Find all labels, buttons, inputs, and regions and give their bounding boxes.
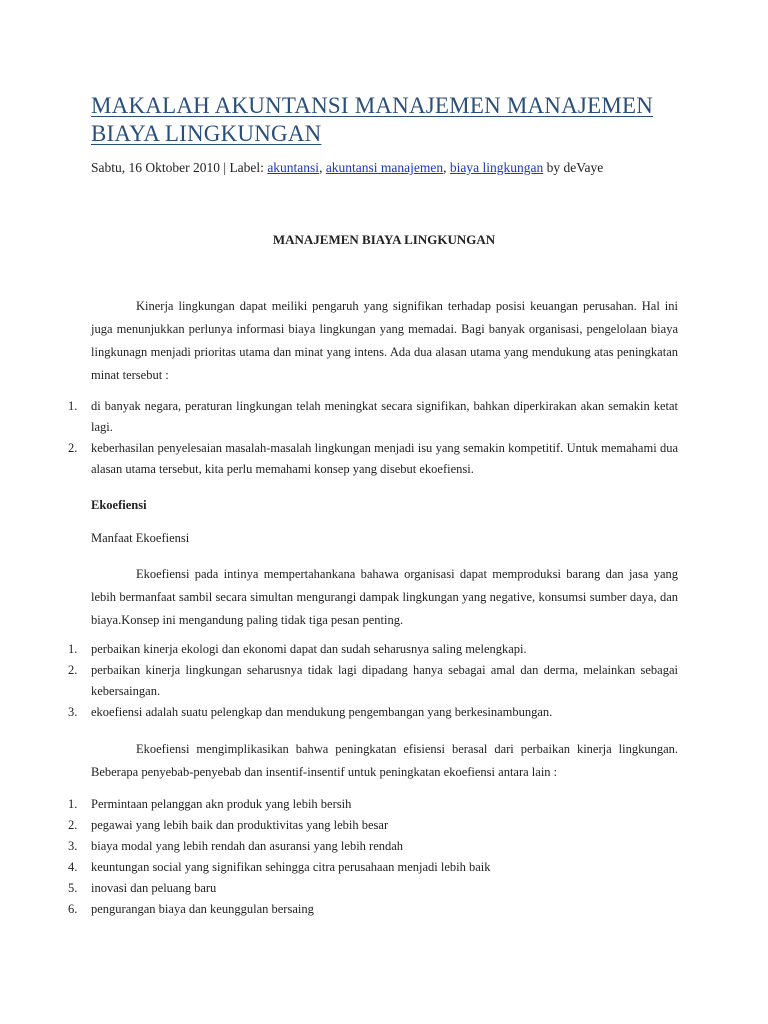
intro-paragraph-text: Kinerja lingkungan dapat meiliki pengaruh yang signifikan terhadap posisi keuangan perusahan. Hal ini juga menunjukkan perlunya informasi biaya lingkungan yang memadai. Bagi banyak organisasi, pengelolaan biaya lingkunagn menjadi prioritas utama dan minat yang intens. Ada dua alasan utama yang mendukung atas peningkatan minat tersebut : xyxy=(91,299,678,382)
list-number: 3. xyxy=(68,839,78,853)
section-title: MANAJEMEN BIAYA LINGKUNGAN xyxy=(272,232,496,247)
label-link-akuntansi[interactable]: akuntansi xyxy=(267,160,320,175)
list-item xyxy=(0,836,678,857)
label-link-biaya-lingkungan[interactable]: biaya lingkungan xyxy=(449,160,544,175)
list-item-text: di banyak negara, peraturan lingkungan telah meningkat secara signifikan, bahkan diperkirakan akan semakin ketat lagi. xyxy=(91,399,678,434)
intro-paragraph xyxy=(91,295,678,387)
causes-list xyxy=(0,794,678,920)
list-number: 2. xyxy=(68,441,78,455)
heading-ekoefiensi: Ekoefiensi xyxy=(91,498,147,512)
list-item xyxy=(0,702,678,723)
list-number: 6. xyxy=(68,902,78,916)
list-item-text: biaya modal yang lebih rendah dan asuransi yang lebih rendah xyxy=(91,839,404,853)
implication-paragraph xyxy=(91,738,678,784)
list-item xyxy=(0,899,678,920)
list-item-text: ekoefiensi adalah suatu pelengkap dan mendukung pengembangan yang berkesinambungan. xyxy=(91,705,553,719)
list-item xyxy=(0,660,678,702)
list-item-text: perbaikan kinerja lingkungan seharusnya tidak lagi dipadang hanya sebagai amal dan derma, melainkan sebagai kebersaingan. xyxy=(91,663,678,698)
list-item-text: pengurangan biaya dan keunggulan bersaing xyxy=(91,902,314,916)
implication-paragraph-text: Ekoefiensi mengimplikasikan bahwa peningkatan efisiensi berasal dari perbaikan kinerja lingkungan. Beberapa penyebab-penyebab dan insentif-insentif untuk peningkatan ekoefiensi antara lain : xyxy=(91,742,678,779)
messages-list xyxy=(0,639,678,723)
list-item xyxy=(0,639,678,660)
list-number: 1. xyxy=(68,797,78,811)
meta-separator: , xyxy=(443,160,450,175)
list-item-text: Permintaan pelanggan akn produk yang lebih bersih xyxy=(91,797,352,811)
meta-separator: , xyxy=(319,160,326,175)
list-item-text: keuntungan social yang signifikan sehingga citra perusahaan menjadi lebih baik xyxy=(91,860,491,874)
list-item xyxy=(0,857,678,878)
list-number: 1. xyxy=(68,399,78,413)
article-title[interactable]: MAKALAH AKUNTANSI MANAJEMEN MANAJEMEN BIAYA LINGKUNGAN xyxy=(91,93,654,146)
article-meta xyxy=(91,159,603,177)
list-item xyxy=(0,878,678,899)
list-number: 4. xyxy=(68,860,78,874)
list-number: 5. xyxy=(68,881,78,895)
ekoefiensi-paragraph xyxy=(91,563,678,632)
list-item-text: inovasi dan peluang baru xyxy=(91,881,217,895)
list-item-text: perbaikan kinerja ekologi dan ekonomi dapat dan sudah seharusnya saling melengkapi. xyxy=(91,642,527,656)
reasons-list xyxy=(0,396,678,480)
list-number: 3. xyxy=(68,705,78,719)
list-item-text: pegawai yang lebih baik dan produktivitas yang lebih besar xyxy=(91,818,389,832)
list-number: 2. xyxy=(68,818,78,832)
label-link-akuntansi-manajemen[interactable]: akuntansi manajemen xyxy=(325,160,444,175)
meta-date-label: Sabtu, 16 Oktober 2010 | Label: xyxy=(91,160,268,175)
list-number: 1. xyxy=(68,642,78,656)
subheading-manfaat-ekoefiensi: Manfaat Ekoefiensi xyxy=(91,531,190,545)
list-item xyxy=(0,815,678,836)
list-item xyxy=(0,438,678,480)
list-item xyxy=(0,794,678,815)
list-item xyxy=(0,396,678,438)
ekoefiensi-paragraph-text: Ekoefiensi pada intinya mempertahankana bahawa organisasi dapat memproduksi barang dan jasa yang lebih bermanfaat sambil secara simultan mengurangi dampak lingkungan yang negative, konsumsi sumber daya, dan biaya.Konsep ini mengandung paling tidak tiga pesan penting. xyxy=(91,567,678,627)
meta-author: by deVaye xyxy=(543,160,604,175)
list-number: 2. xyxy=(68,663,78,677)
list-item-text: keberhasilan penyelesaian masalah-masalah lingkungan menjadi isu yang semakin kompetitif. Untuk memahami dua alasan utama tersebut, kita perlu memahami konsep yang disebut ekoefiensi. xyxy=(91,441,678,476)
